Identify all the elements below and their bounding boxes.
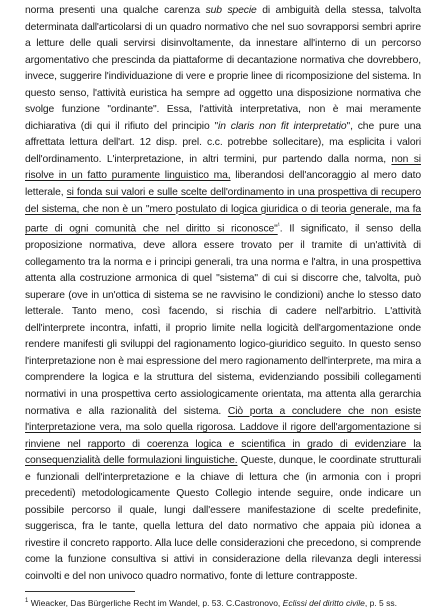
text-run: ", che pure una affrettata lettura dell'art. 12 disp. prel. c.c. potrebbe sollecitare), ma esplicita i valori dell'ordinamento. L'interpretazione, in altri termini, pur partendo dalla norma, bbox=[25, 120, 422, 165]
body-paragraph bbox=[25, 3, 421, 586]
text-run: di ambiguità della stessa, talvolta determinata dall'articolarsi di un quadro normativo che nel suo sovrapporsi sembri aprire a letture delle quali servirsi disinvoltamente, da innestare all'interno di un percorso argomentativo che prescinda da piattaforme di decantazione normativa che dovrebbero, invece, suggerire l'individuazione di vere e proprie linee di ricomposizione del sistema. In questo senso, l'attività euristica ha sempre ad oggetto una disposizione normativa che svolge funzione "ordinante". Essa, l'attività interpretativa, non è mai meramente dichiarativa (di qui il rifiuto del principio " bbox=[25, 5, 421, 132]
italic-phrase: in claris non fit interpretatio bbox=[218, 120, 347, 132]
underlined-passage: si fonda sui valori e sulle scelte dell'ordinamento in una prospettiva di recupero del sistema, che non è un "mero postulato di logica giuridica o di teoria generale, ma fa parte di ogni comunità che nel diritto si riconosce" bbox=[25, 187, 421, 235]
footnote-divider bbox=[25, 591, 135, 592]
underlined-passage: Ciò porta a concludere che non esiste l'interpretazione vera, ma solo quella rigorosa. Laddove il rigore dell'argomentazione si rinviene nel rapporto di coerenza logica e scientifica in grado di evidenziare la consequenzialità delle formulazioni linguistiche. bbox=[25, 405, 421, 467]
italic-phrase: sub specie bbox=[205, 5, 257, 16]
underlined-passage: non si risolve in un fatto puramente linguistico ma, bbox=[25, 153, 421, 182]
footnote-marker: 1 bbox=[25, 598, 29, 604]
footnote bbox=[25, 596, 425, 609]
footnote-cited-title: Eclissi del diritto civile bbox=[282, 597, 365, 608]
text-run: liberandosi dell'ancoraggio al mero dato letterale, bbox=[25, 170, 421, 199]
text-run: Queste, dunque, le coordinate strutturali e funzionali dell'interpretazione e la chiave di lettura che (in armonia con i propri precedenti) metodologicamente Questo Collegio intende seguire, onde indicare un possibile percorso il quale, lungi dall'essere manifestazione di scelte predefinite, suggerisca, fra le tante, quella lettura del dato normativo che appaia più idonea a rivestire il concreto rapporto. Alla luce delle considerazioni che precedono, si comprende come la funzione consultiva si attivi in considerazione della rilevanza degli interessi coinvolti e del non univoco quadro normativo, fonte di letture contrapposte. bbox=[25, 455, 421, 583]
footnote-pages: , p. 5 ss. bbox=[364, 597, 397, 608]
footnote-reference: ¹ bbox=[277, 222, 280, 230]
text-run: . Il significato, il senso della proposizione normativa, deve allora essere trovato per il tramite di un'attività di collegamento tra la norma e i principi generali, tra una norma e l'altra, in una prospettiva attenta alla costruzione armonica di quel "sistema" di cui si discorre che, talvolta, può superare (ove in un'ottica di sistema se ne ravvisino le condizioni) anche lo stesso dato letterale. Tanto meno, così facendo, si rischia di cadere nell'arbitrio. L'attività dell'interprete incontra, infatti, il proprio limite nella logicità dell'argomentazione onde rendere manifesti gli sviluppi del ragionamento logico-giuridico seguito. In questo senso l'interpretazione non è mai espressione del mero ragionamento dell'interprete, ma mira a comprendere la logica e la struttura del sistema, evidenziando possibili collegamenti normativi in una prospettiva certo assiologicamente orientata, ma attenta alla gerarchia normativa e alla razionalità del sistema. bbox=[25, 223, 422, 417]
text-run: norma presenti una qualche carenza bbox=[25, 5, 206, 16]
footnote-text: Wieacker, Das Bürgerliche Recht im Wandel, p. 53. C.Castronovo, bbox=[28, 597, 283, 608]
